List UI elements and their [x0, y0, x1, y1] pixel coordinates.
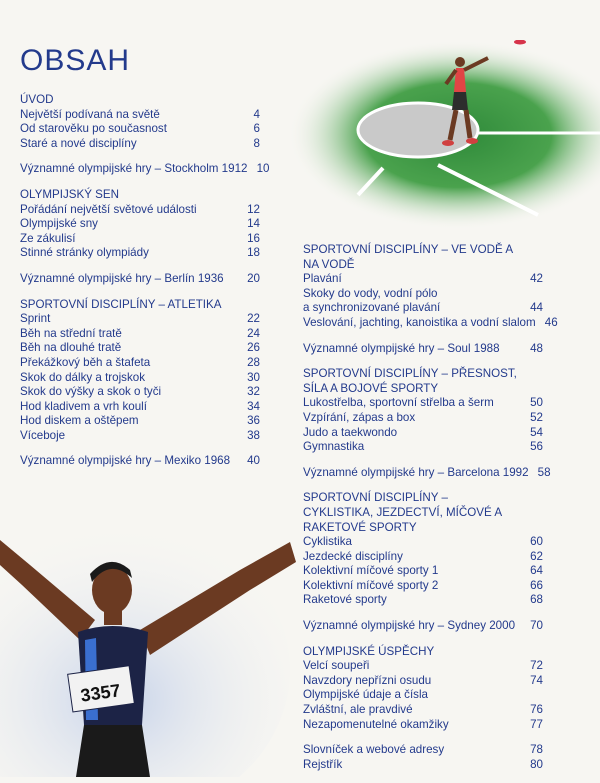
toc-entry-page-number: 6	[253, 122, 260, 136]
toc-entry-page-number: 60	[530, 535, 543, 549]
toc-entry-page-number: 14	[247, 217, 260, 231]
toc-entry[interactable]	[20, 385, 260, 400]
toc-section-heading: OLYMPIJSKÉ ÚSPĚCHY	[303, 644, 435, 658]
toc-entry[interactable]	[20, 162, 270, 177]
toc-section	[303, 243, 558, 331]
toc-entry-page-number: 70	[530, 619, 543, 633]
toc-entry-label: Skoky do vody, vodní pólo	[303, 286, 438, 300]
toc-entry[interactable]	[20, 122, 260, 137]
toc-entry-label: Významné olympijské hry – Barcelona 1992	[303, 465, 529, 479]
toc-entry[interactable]	[20, 246, 260, 261]
toc-entry-label: Významné olympijské hry – Mexiko 1968	[20, 454, 231, 468]
toc-entry-label: Překážkový běh a štafeta	[20, 355, 151, 369]
toc-entry[interactable]	[20, 203, 260, 218]
toc-entry-page-number: 64	[530, 564, 543, 578]
toc-entry-label: Skok do výšky a skok o tyči	[20, 385, 162, 399]
toc-entry-label: Navzdory nepřízni osudu	[303, 673, 432, 687]
toc-entry-page-number: 8	[253, 136, 260, 150]
toc-entry-page-number: 4	[253, 107, 260, 121]
toc-entry-label: Stinné stránky olympiády	[20, 246, 149, 260]
toc-section	[303, 645, 543, 733]
toc-entry-page-number: 22	[247, 312, 260, 326]
toc-entry-page-number: 30	[247, 370, 260, 384]
toc-entry-page-number: 40	[247, 454, 260, 468]
toc-entry-page-number: 74	[530, 673, 543, 687]
toc-entry-label: Velcí soupeři	[303, 659, 370, 673]
toc-entry-label: Skok do dálky a trojskok	[20, 370, 146, 384]
toc-entry-label: Plavání	[303, 272, 342, 286]
toc-entry[interactable]	[20, 356, 260, 371]
toc-entry-label: Hod diskem a oštěpem	[20, 414, 139, 428]
toc-section	[303, 367, 543, 455]
toc-section	[20, 298, 260, 444]
toc-entry[interactable]	[303, 718, 543, 733]
toc-entry-label: Slovníček a webové adresy	[303, 743, 445, 757]
toc-entry[interactable]	[303, 619, 543, 634]
toc-section-heading: SPORTOVNÍ DISCIPLÍNY – CYKLISTIKA, JEZDECTVÍ, MÍČOVÉ A RAKETOVÉ SPORTY	[303, 491, 502, 534]
toc-section	[20, 162, 270, 177]
toc-entry-page-number: 62	[530, 549, 543, 563]
toc-entry-page-number: 68	[530, 593, 543, 607]
toc-entry[interactable]	[303, 758, 543, 773]
toc-entry-page-number: 26	[247, 341, 260, 355]
toc-entry[interactable]	[20, 217, 260, 232]
toc-entry-label: Staré a nové disciplíny	[20, 136, 137, 150]
toc-entry-label: Olympijské sny	[20, 217, 98, 231]
discus-thrower-illustration	[288, 40, 600, 240]
toc-entry[interactable]	[303, 579, 543, 594]
toc-entry-label: Sprint	[20, 312, 51, 326]
toc-entry-page-number: 56	[530, 440, 543, 454]
toc-entry[interactable]	[303, 315, 558, 331]
toc-entry-label: Veslování, jachting, kanoistika a vodní slalom	[303, 315, 536, 329]
toc-entry-label: Významné olympijské hry – Berlín 1936	[20, 271, 224, 285]
toc-entry-page-number: 80	[530, 757, 543, 771]
toc-entry-page-number: 24	[247, 326, 260, 340]
toc-entry[interactable]	[20, 414, 260, 429]
toc-section	[20, 272, 260, 287]
toc-entry-label: Největší podívaná na světě	[20, 107, 160, 121]
toc-entry-label: Významné olympijské hry – Soul 1988	[303, 341, 500, 355]
toc-right-column	[303, 243, 558, 783]
toc-entry[interactable]	[20, 341, 260, 356]
toc-entry[interactable]	[303, 465, 551, 481]
toc-section	[303, 342, 543, 357]
toc-section-heading: SPORTOVNÍ DISCIPLÍNY – PŘESNOST, SÍLA A BOJOVÉ SPORTY	[303, 367, 517, 395]
toc-entry[interactable]	[303, 287, 543, 302]
toc-entry-page-number: 66	[530, 578, 543, 592]
toc-entry-label: Významné olympijské hry – Stockholm 1912	[20, 162, 248, 176]
toc-entry[interactable]	[20, 327, 260, 342]
toc-entry-page-number: 52	[530, 410, 543, 424]
toc-entry-page-number: 78	[530, 743, 543, 757]
toc-entry-page-number: 72	[530, 659, 543, 673]
toc-entry-label: Běh na dlouhé tratě	[20, 341, 122, 355]
toc-entry-page-number: 34	[247, 399, 260, 413]
toc-section	[303, 619, 543, 634]
toc-entry[interactable]	[20, 137, 260, 152]
toc-entry-page-number	[521, 688, 543, 703]
sprinter-illustration	[0, 470, 310, 777]
toc-entry-label: a synchronizované plavání	[303, 301, 441, 315]
toc-entry-label: Jezdecké disciplíny	[303, 549, 403, 563]
toc-entry-label: Běh na střední tratě	[20, 326, 122, 340]
toc-left-column	[20, 93, 270, 480]
discus-icon	[514, 40, 526, 45]
toc-entry-page-number: 50	[530, 396, 543, 410]
toc-entry[interactable]	[303, 411, 543, 426]
toc-entry-label: Judo a taekwondo	[303, 425, 398, 439]
toc-section	[303, 465, 551, 481]
toc-section	[20, 188, 260, 261]
toc-entry[interactable]	[303, 703, 543, 718]
toc-entry[interactable]	[303, 426, 543, 441]
toc-entry[interactable]	[303, 593, 543, 608]
toc-section-heading: SPORTOVNÍ DISCIPLÍNY – ATLETIKA	[20, 297, 222, 311]
toc-entry-label: Rejstřík	[303, 757, 343, 771]
toc-section	[20, 93, 260, 151]
toc-entry-page-number: 46	[544, 315, 558, 329]
toc-entry-page-number: 18	[247, 246, 260, 260]
toc-entry-page-number: 36	[247, 414, 260, 428]
toc-entry[interactable]	[303, 535, 543, 550]
toc-entry-label: Kolektivní míčové sporty 2	[303, 578, 439, 592]
toc-entry-label: Raketové sporty	[303, 593, 387, 607]
toc-entry-label: Zvláštní, ale pravdivé	[303, 703, 413, 717]
toc-entry-page-number: 32	[247, 385, 260, 399]
toc-section	[20, 454, 260, 469]
toc-entry[interactable]	[20, 454, 260, 469]
toc-entry-label: Cyklistika	[303, 535, 352, 549]
toc-entry[interactable]	[20, 400, 260, 415]
toc-entry-label: Nezapomenutelné okamžiky	[303, 717, 449, 731]
toc-entry-label: Ze zákulisí	[20, 231, 76, 245]
toc-entry[interactable]	[20, 108, 260, 123]
toc-entry-label: Olympijské údaje a čísla	[303, 688, 429, 702]
toc-entry-page-number: 10	[256, 162, 270, 176]
toc-entry-page-number: 42	[530, 272, 543, 286]
toc-entry-page-number: 77	[530, 717, 543, 731]
toc-entry[interactable]	[20, 371, 260, 386]
toc-entry[interactable]	[20, 429, 260, 444]
toc-entry-label: Hod kladivem a vrh koulí	[20, 399, 147, 413]
toc-entry-page-number: 16	[247, 231, 260, 245]
toc-section-heading: ÚVOD	[20, 93, 54, 106]
toc-entry-page-number: 28	[247, 355, 260, 369]
toc-entry-page-number: 38	[247, 428, 260, 442]
toc-entry[interactable]	[303, 674, 543, 689]
toc-entry[interactable]	[303, 688, 543, 703]
toc-entry[interactable]	[303, 396, 543, 411]
bib-number: 3357	[79, 680, 122, 706]
toc-entry-page-number: 20	[247, 271, 260, 285]
toc-entry[interactable]	[303, 659, 543, 674]
toc-section	[303, 491, 543, 608]
toc-entry-label: Pořádání největší světové události	[20, 202, 197, 216]
toc-entry[interactable]	[20, 232, 260, 247]
toc-entry[interactable]	[20, 312, 260, 327]
toc-entry-label: Lukostřelba, sportovní střelba a šerm	[303, 396, 494, 410]
throwing-circle	[358, 103, 478, 157]
toc-entry-page-number: 12	[247, 202, 260, 216]
toc-section	[303, 743, 543, 772]
toc-section-heading: OLYMPIJSKÝ SEN	[20, 187, 120, 201]
toc-entry-page-number	[521, 287, 543, 302]
toc-entry[interactable]	[303, 743, 543, 758]
toc-entry[interactable]	[303, 550, 543, 565]
toc-entry-page-number: 48	[530, 341, 543, 355]
toc-entry[interactable]	[303, 342, 543, 357]
race-bib	[68, 666, 135, 712]
page-title: OBSAH	[20, 44, 131, 77]
toc-entry-page-number: 76	[530, 703, 543, 717]
toc-entry[interactable]	[20, 272, 260, 287]
toc-entry[interactable]	[303, 440, 543, 455]
toc-entry-label: Kolektivní míčové sporty 1	[303, 564, 439, 578]
toc-entry-page-number: 58	[537, 465, 551, 479]
toc-entry-page-number: 54	[530, 425, 543, 439]
toc-entry-label: Vzpírání, zápas a box	[303, 410, 416, 424]
toc-entry-page-number: 44	[530, 301, 543, 315]
toc-entry-label: Významné olympijské hry – Sydney 2000	[303, 619, 516, 633]
toc-entry-label: Gymnastika	[303, 440, 365, 454]
toc-entry[interactable]	[303, 564, 543, 579]
toc-entry[interactable]	[303, 272, 543, 287]
toc-entry[interactable]	[303, 301, 543, 316]
toc-section-heading: SPORTOVNÍ DISCIPLÍNY – VE VODĚ A NA VODĚ	[303, 243, 513, 271]
toc-entry-label: Víceboje	[20, 428, 66, 442]
toc-entry-label: Od starověku po současnost	[20, 122, 167, 136]
